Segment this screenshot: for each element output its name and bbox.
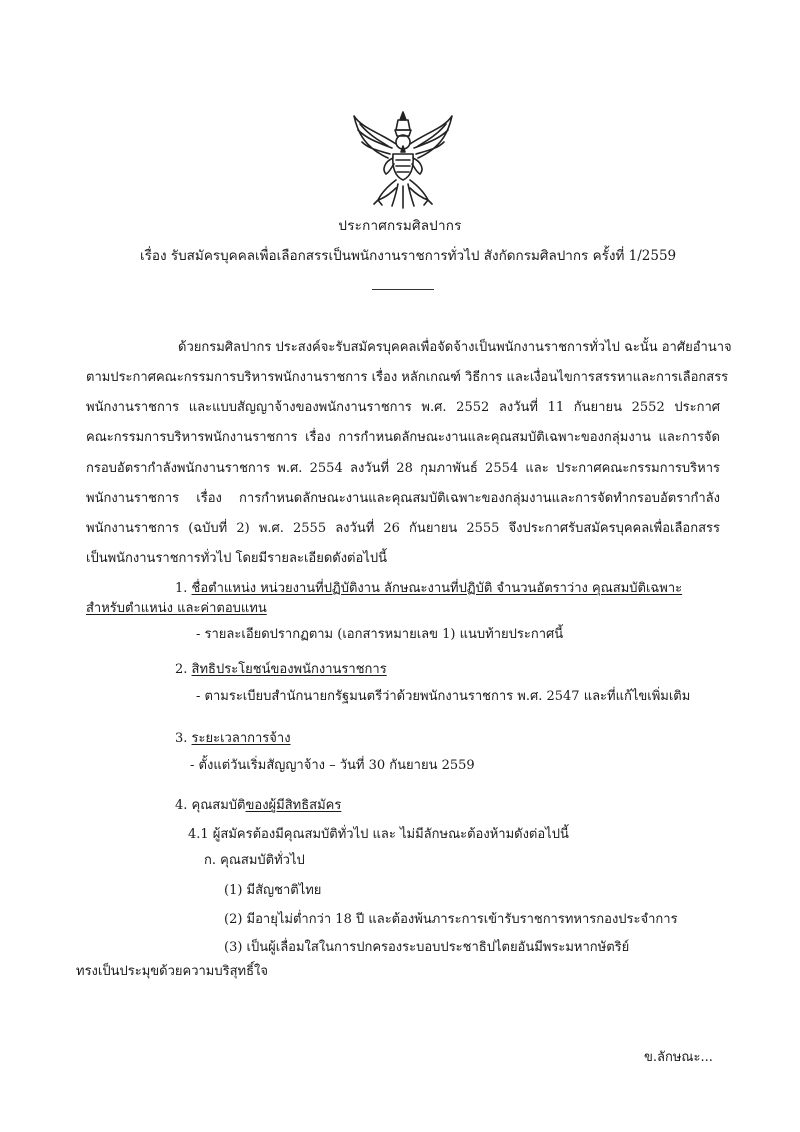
qualification-item-3-cont: ทรงเป็นประมุขด้วยความบริสุทธิ์ใจ: [76, 964, 269, 979]
section-4-heading: [175, 797, 341, 815]
intro-line-6: พนักงานราชการ เรื่อง การกำหนดลักษณะงานและคุณสมบัติเฉพาะของกลุ่มงานและการจัดทำกรอบอัตรากำลัง: [86, 491, 720, 506]
section-4-1-a: ก. คุณสมบัติทั่วไป: [204, 853, 305, 868]
section-4-number: 4.: [175, 798, 188, 813]
qualification-item-2: (2) มีอายุไม่ต่ำกว่า 18 ปี และต้องพ้นภาระการเข้ารับราชการทหารกองประจำการ: [224, 912, 678, 927]
section-3-heading: [175, 730, 291, 748]
garuda-emblem-icon: [348, 108, 458, 210]
intro-line-7: พนักงานราชการ (ฉบับที่ 2) พ.ศ. 2555 ลงวันที่ 26 กันยายน 2555 จึงประกาศรับสมัครบุคคลเพื่อเลือกสรร: [86, 521, 720, 536]
section-1-detail: - รายละเอียดปรากฏตาม (เอกสารหมายเลข 1) แนบท้ายประกาศนี้: [196, 627, 564, 642]
section-4-1: 4.1 ผู้สมัครต้องมีคุณสมบัติทั่วไป และ ไม่มีลักษณะต้องห้ามดังต่อไปนี้: [188, 827, 569, 842]
intro-line-5: กรอบอัตรากำลังพนักงานราชการ พ.ศ. 2554 ลงวันที่ 28 กุมภาพันธ์ 2554 และ ประกาศคณะกรรมการบริหาร: [86, 461, 720, 476]
section-3-heading-text: ระยะเวลาการจ้าง: [191, 731, 291, 746]
continuation-note: ข.ลักษณะ...: [644, 1050, 713, 1065]
section-3-detail: - ตั้งแต่วันเริ่มสัญญาจ้าง – วันที่ 30 กันยายน 2559: [190, 758, 475, 773]
intro-line-4: คณะกรรมการบริหารพนักงานราชการ เรื่อง การกำหนดลักษณะงานและคุณสมบัติเฉพาะของกลุ่มงาน และการจัด: [86, 430, 720, 445]
qualification-item-1: (1) มีสัญชาติไทย: [224, 883, 322, 898]
section-1-heading-text: ชื่อตำแหน่ง หน่วยงานที่ปฏิบัติงาน ลักษณะงานที่ปฏิบัติ จำนวนอัตราว่าง คุณสมบัติเฉพาะ: [191, 581, 683, 596]
section-1-number: 1.: [175, 581, 188, 596]
section-2-heading-text: สิทธิประโยชน์ของพนักงานราชการ: [191, 662, 387, 677]
section-3-number: 3.: [175, 731, 188, 746]
section-1-heading: [175, 580, 720, 598]
section-2-heading: [175, 661, 387, 679]
intro-line-3: พนักงานราชการ และแบบสัญญาจ้างของพนักงานราชการ พ.ศ. 2552 ลงวันที่ 11 กันยายน 2552 ประกาศ: [86, 400, 720, 415]
intro-line-2: ตามประกาศคณะกรรมการบริหารพนักงานราชการ เรื่อง หลักเกณฑ์ วิธีการ และเงื่อนไขการสรรหาและการเลือกสรร: [86, 370, 729, 385]
intro-line-8: เป็นพนักงานราชการทั่วไป โดยมีรายละเอียดดังต่อไปนี้: [86, 551, 387, 566]
announcement-subject: เรื่อง รับสมัครบุคคลเพื่อเลือกสรรเป็นพนักงานราชการทั่วไป สังกัดกรมศิลปากร ครั้งที่ 1/2559: [140, 248, 677, 264]
qualification-item-3: (3) เป็นผู้เลื่อมใสในการปกครองระบอบประชาธิปไตยอันมีพระมหากษัตริย์: [224, 940, 630, 955]
section-2-detail: - ตามระเบียบสำนักนายกรัฐมนตรีว่าด้วยพนักงานราชการ พ.ศ. 2547 และที่แก้ไขเพิ่มเติม: [196, 689, 691, 704]
section-1-heading-cont: สำหรับตำแหน่ง และค่าตอบแทน: [86, 601, 267, 616]
title-divider: [372, 289, 434, 290]
intro-line-1: ด้วยกรมศิลปากร ประสงค์จะรับสมัครบุคคลเพื่อจัดจ้างเป็นพนักงานราชการทั่วไป ฉะนั้น อาศัยอำนาจ: [178, 340, 732, 355]
section-2-number: 2.: [175, 662, 188, 677]
section-4-heading-text-b: ของผู้มีสิทธิสมัคร: [245, 798, 342, 813]
announcement-title: ประกาศกรมศิลปากร: [338, 218, 462, 234]
section-4-heading-text-a: คุณสมบัติ: [191, 798, 246, 813]
